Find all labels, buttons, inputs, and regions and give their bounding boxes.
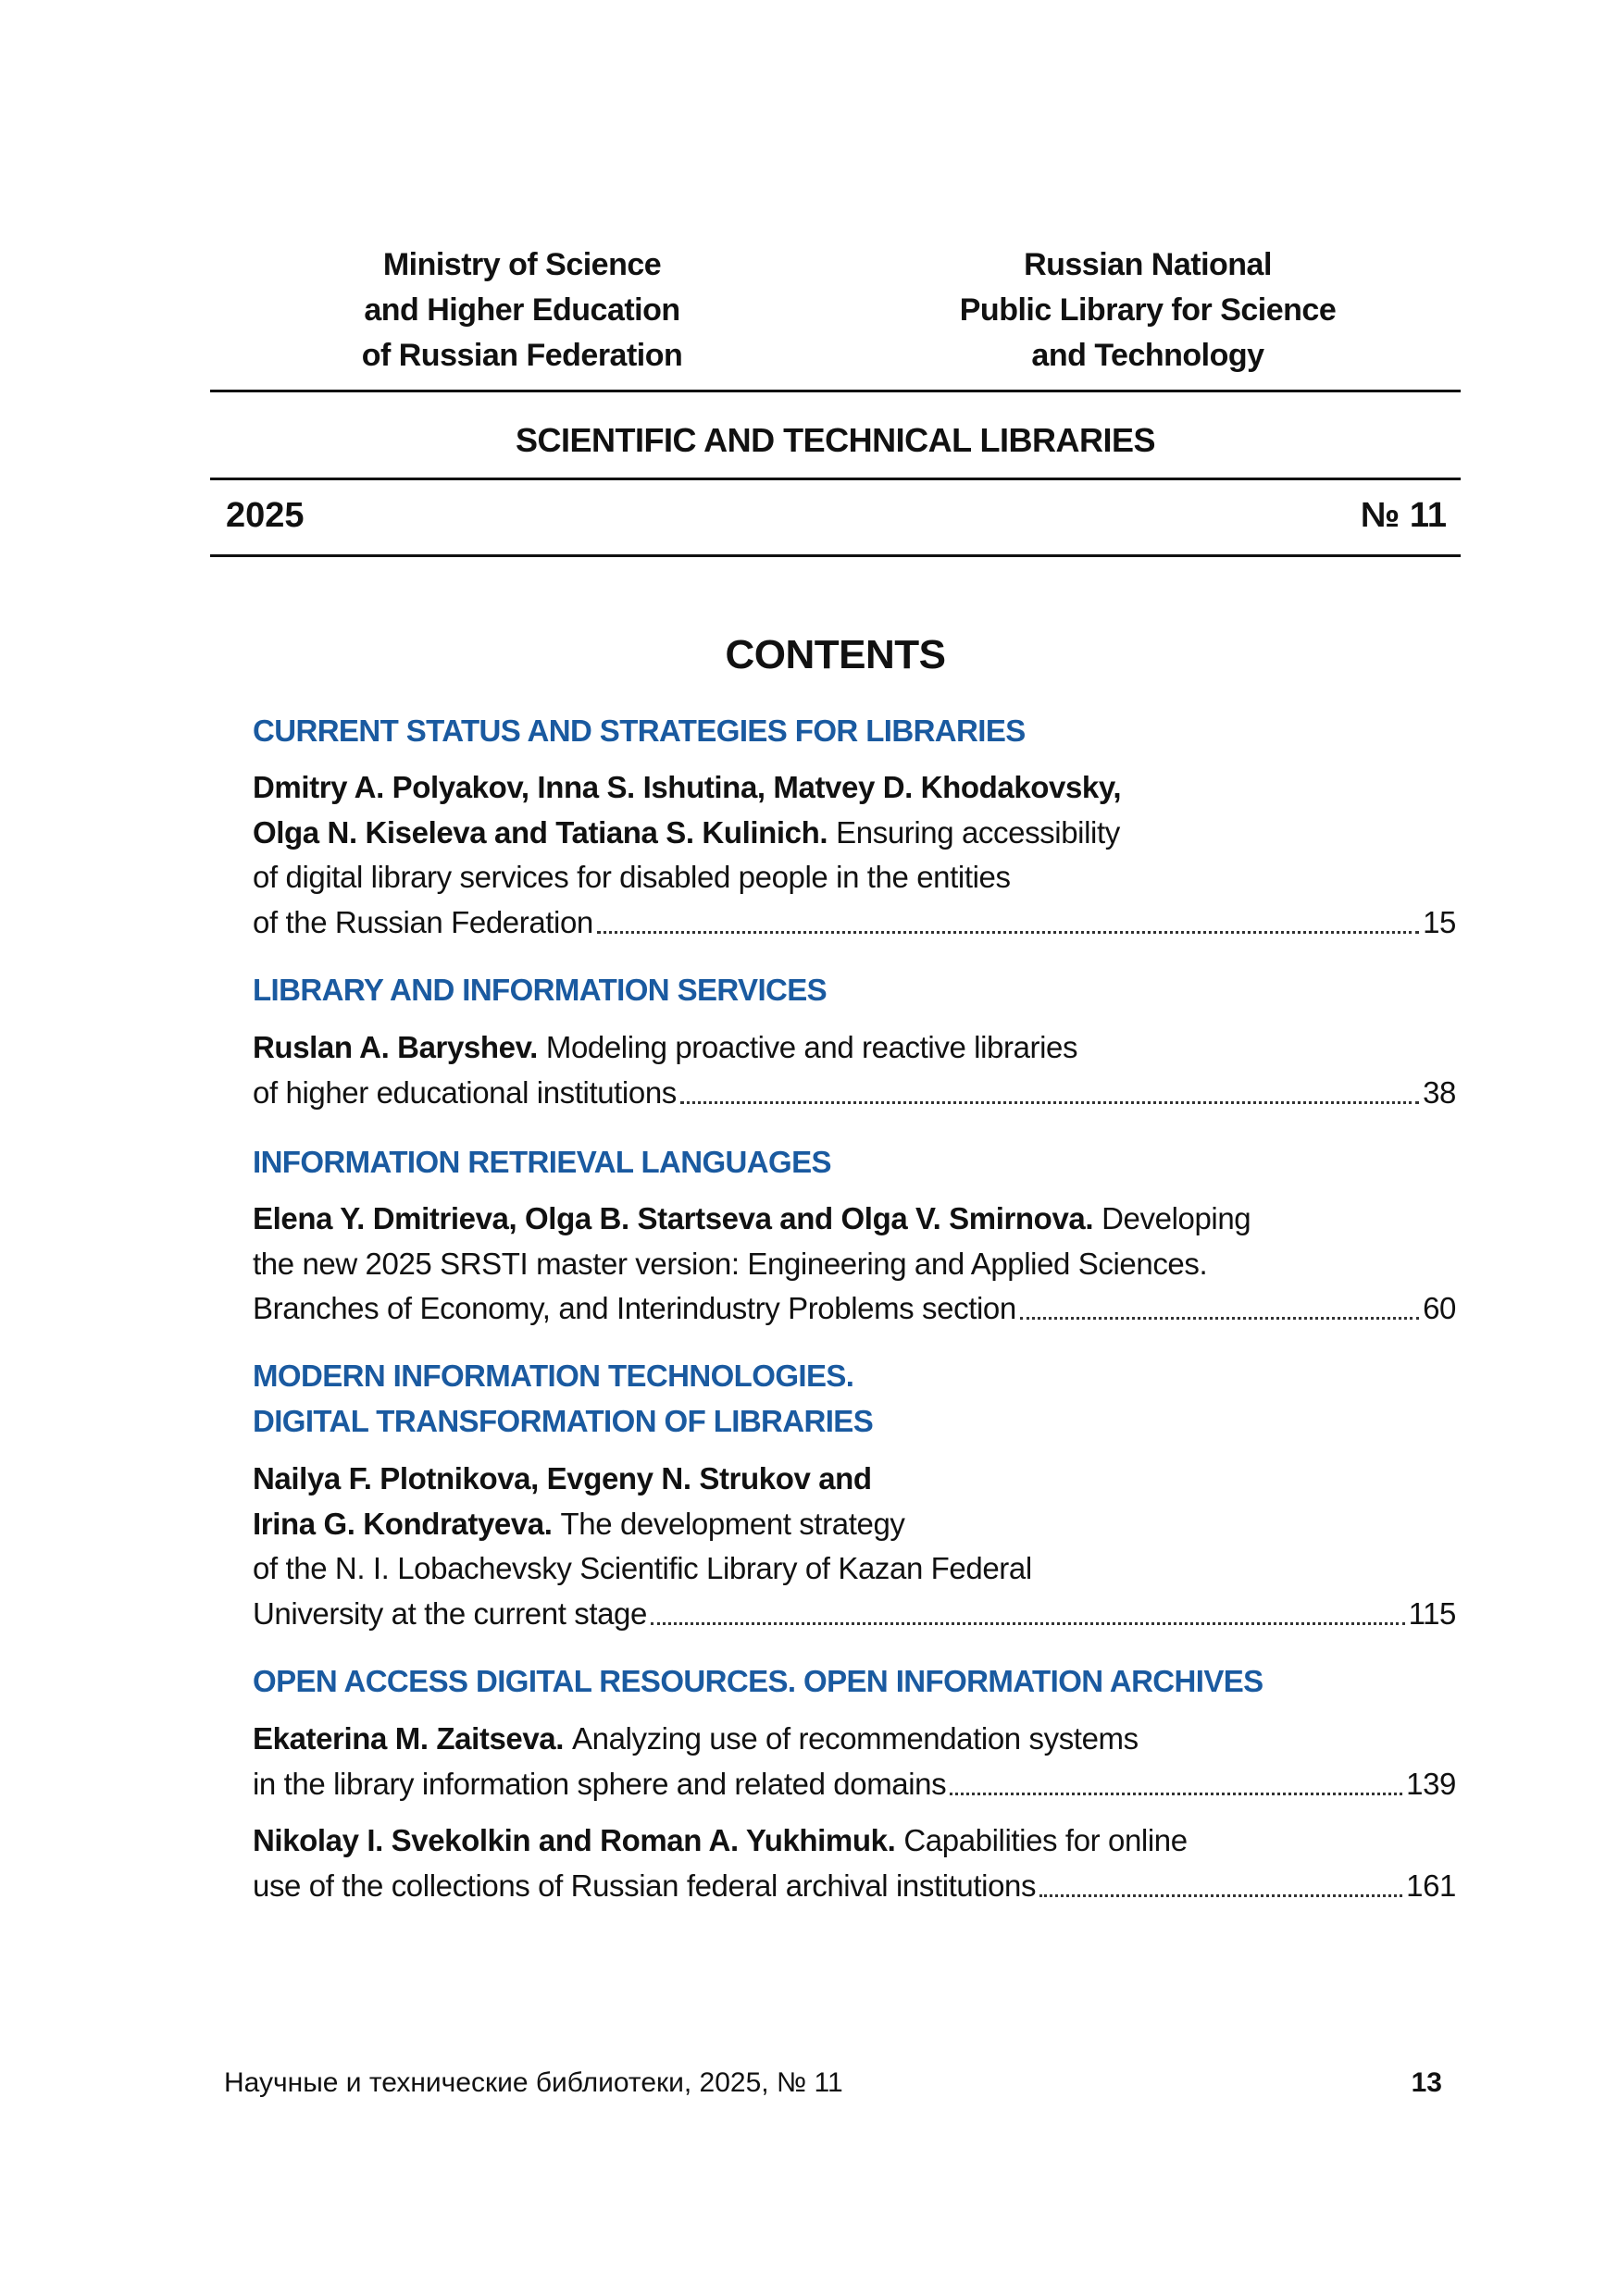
entry-authors: Nikolay I. Svekolkin and Roman A. Yukhimuk. — [253, 1823, 896, 1857]
divider — [210, 554, 1461, 557]
toc-entry-line[interactable] — [253, 1761, 1456, 1806]
entry-authors: Irina G. Kondratyeva. — [253, 1507, 553, 1541]
toc-entry-line[interactable] — [253, 1285, 1456, 1331]
entry-page-number: 38 — [1423, 1075, 1456, 1110]
toc-entry-line[interactable] — [253, 1818, 1456, 1863]
entry-authors: Ruslan A. Baryshev. — [253, 1030, 538, 1064]
publisher-left — [244, 242, 800, 379]
entry-title: of the N. I. Lobachevsky Scientific Library of Kazan Federal — [253, 1551, 1032, 1585]
entry-title: of higher educational institutions — [253, 1075, 677, 1110]
org-line: Public Library for Science — [959, 292, 1337, 328]
contents-heading: CONTENTS — [725, 632, 946, 677]
toc-entry-line[interactable] — [253, 810, 1456, 855]
entry-authors: Elena Y. Dmitrieva, Olga B. Startseva and Olga V. Smirnova. — [253, 1201, 1094, 1235]
section-heading: MODERN INFORMATION TECHNOLOGIES. — [253, 1359, 854, 1393]
entry-title: use of the collections of Russian federal archival institutions — [253, 1868, 1037, 1903]
section-heading: LIBRARY AND INFORMATION SERVICES — [253, 973, 828, 1007]
issue-number: № 11 — [1360, 496, 1447, 535]
org-line: and Technology — [1031, 338, 1264, 373]
section-heading: INFORMATION RETRIEVAL LANGUAGES — [253, 1145, 831, 1179]
entry-page-number: 161 — [1406, 1868, 1456, 1903]
org-line: Russian National — [1024, 247, 1272, 282]
toc-entry-line[interactable] — [253, 1501, 1456, 1546]
toc-entry-line[interactable] — [253, 1241, 1456, 1286]
entry-title: The development strategy — [560, 1507, 905, 1541]
toc-entry-line[interactable] — [253, 764, 1456, 810]
section-heading: DIGITAL TRANSFORMATION OF LIBRARIES — [253, 1404, 874, 1438]
toc-entry-line[interactable] — [253, 900, 1456, 945]
entry-authors: Olga N. Kiseleva and Tatiana S. Kulinich. — [253, 815, 828, 850]
org-line: and Higher Education — [364, 292, 680, 328]
toc-entry-line[interactable] — [253, 1716, 1456, 1761]
footer-citation: Научные и технические библиотеки, 2025, № 11 — [224, 2067, 843, 2098]
publisher-right — [870, 242, 1425, 379]
entry-title: University at the current stage — [253, 1596, 647, 1631]
dot-leader — [1039, 1863, 1402, 1908]
entry-title: Developing — [1101, 1201, 1251, 1235]
issue-year: 2025 — [226, 496, 305, 535]
toc-entry-line[interactable] — [253, 1456, 1456, 1501]
entry-title: Branches of Economy, and Interindustry Problems section — [253, 1291, 1016, 1325]
entry-title: Analyzing use of recommendation systems — [572, 1721, 1139, 1756]
org-line: Ministry of Science — [382, 247, 662, 282]
entry-page-number: 15 — [1423, 905, 1456, 939]
entry-authors: Ekaterina M. Zaitseva. — [253, 1721, 565, 1756]
dot-leader — [651, 1591, 1405, 1636]
journal-title: SCIENTIFIC AND TECHNICAL LIBRARIES — [515, 421, 1155, 459]
entry-title: Capabilities for online — [903, 1823, 1188, 1857]
entry-title: Modeling proactive and reactive libraries — [545, 1030, 1078, 1064]
divider — [210, 478, 1461, 480]
toc-entry-line[interactable] — [253, 854, 1456, 900]
entry-authors: Nailya F. Plotnikova, Evgeny N. Strukov and — [253, 1461, 872, 1496]
entry-page-number: 60 — [1423, 1291, 1456, 1325]
toc-entry-line[interactable] — [253, 1024, 1456, 1070]
entry-authors: Dmitry A. Polyakov, Inna S. Ishutina, Matvey D. Khodakovsky, — [253, 770, 1122, 804]
section-heading: CURRENT STATUS AND STRATEGIES FOR LIBRARIES — [253, 714, 1026, 748]
entry-page-number: 115 — [1408, 1596, 1456, 1631]
entry-title: in the library information sphere and related domains — [253, 1767, 947, 1801]
entry-title: Ensuring accessibility — [836, 815, 1120, 850]
divider — [210, 390, 1461, 392]
toc-entry-line[interactable] — [253, 1070, 1456, 1115]
toc-entry-line[interactable] — [253, 1196, 1456, 1241]
org-line: of Russian Federation — [361, 338, 683, 373]
entry-title: of digital library services for disabled people in the entities — [253, 860, 1011, 894]
dot-leader — [950, 1761, 1402, 1806]
entry-title: the new 2025 SRSTI master version: Engineering and Applied Sciences. — [253, 1247, 1208, 1281]
section-heading: OPEN ACCESS DIGITAL RESOURCES. OPEN INFORMATION ARCHIVES — [253, 1664, 1263, 1698]
entry-page-number: 139 — [1406, 1767, 1456, 1801]
toc-entry-line[interactable] — [253, 1591, 1456, 1636]
dot-leader — [680, 1070, 1419, 1115]
footer-page-number: 13 — [1411, 2067, 1442, 2098]
toc-entry-line[interactable] — [253, 1545, 1456, 1591]
entry-title: of the Russian Federation — [253, 905, 593, 939]
dot-leader — [1020, 1285, 1419, 1331]
dot-leader — [597, 900, 1419, 945]
toc-entry-line[interactable] — [253, 1863, 1456, 1908]
